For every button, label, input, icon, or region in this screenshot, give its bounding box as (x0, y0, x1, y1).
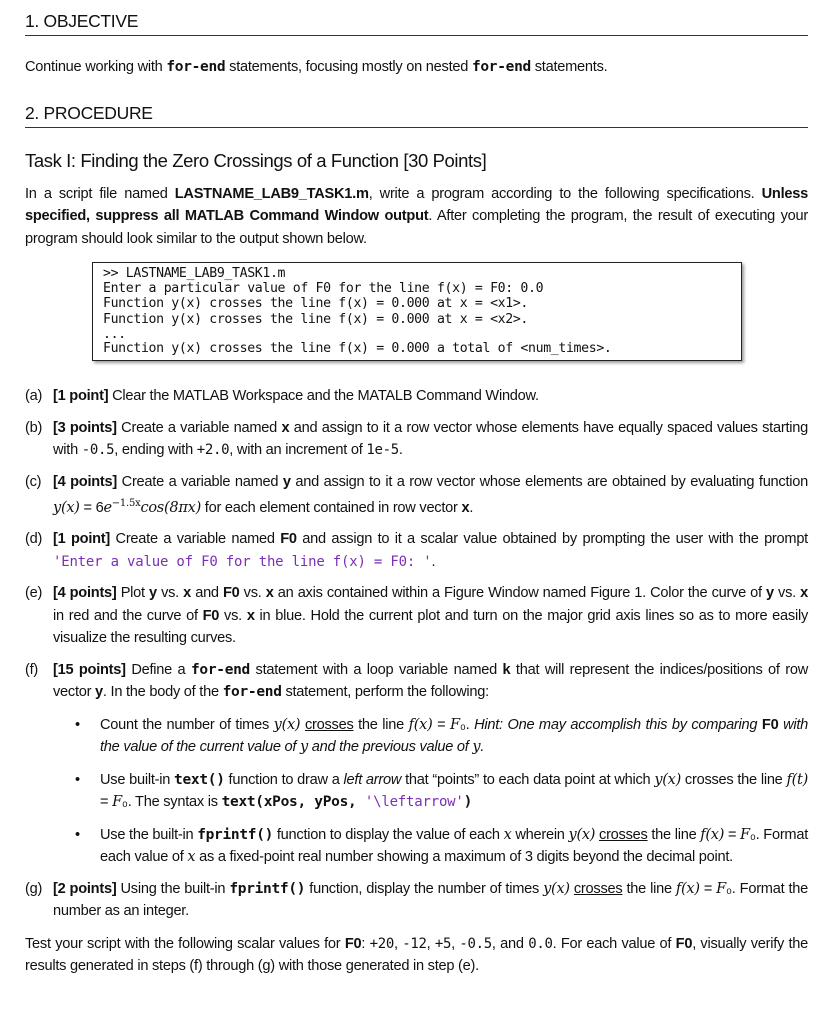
text: , with an increment of (229, 442, 367, 459)
math: f(x) (408, 716, 433, 733)
math: y(x) (543, 880, 570, 897)
bullet-item (25, 769, 808, 814)
text: statements. (530, 59, 608, 75)
bullet-item (25, 714, 808, 759)
bold-text: x (281, 419, 290, 436)
text: ₀. Format each value of (100, 826, 809, 866)
code-keyword: text(xPos, yPos, (221, 794, 365, 811)
bold-text: x (183, 585, 192, 602)
text: the line (622, 880, 676, 897)
text: Continue working with (25, 59, 167, 75)
item-label: (a) (25, 388, 43, 405)
text: statement with a loop variable named (249, 661, 503, 678)
text: as a fixed-point real number showing a maximum of 3 digits beyond the decimal point. (195, 849, 733, 866)
text: = (432, 716, 451, 733)
math: f(x) (700, 826, 725, 843)
text: statements, focusing mostly on nested (225, 59, 472, 75)
bold-text: F0 (280, 531, 297, 548)
text: . (398, 442, 403, 459)
text: ₀. (459, 716, 475, 733)
item-label: (b) (25, 419, 43, 436)
bold-text: [3 points] (53, 419, 117, 436)
italic-text: and the previous value of (307, 739, 473, 756)
math: cos(8πx) (140, 499, 201, 516)
text: , (426, 935, 435, 952)
output-line: Function y(x) crosses the line f(x) = 0.000 a total of <num_times>. (103, 340, 612, 356)
text: Using the built-in (116, 880, 230, 897)
bold-text: [2 points] (53, 880, 117, 897)
text: and assign to it a row vector whose elements have equally spaced values starting with (53, 419, 808, 459)
section-heading-procedure: 2. PROCEDURE (25, 103, 808, 128)
text: = (699, 880, 717, 897)
text: = 6 (79, 499, 104, 516)
math: F (740, 826, 750, 843)
math: f(t) (786, 771, 808, 788)
output-line: Function y(x) crosses the line f(x) = 0.000 at x = <x2>. (103, 311, 529, 327)
text: Clear the MATLAB Workspace and the MATALB Command Window. (108, 388, 539, 405)
text: and (191, 585, 223, 602)
task-item (25, 471, 808, 520)
inline-code: -12 (402, 935, 427, 952)
text: , (394, 935, 403, 952)
text: Create a variable named (110, 531, 281, 548)
text: , write a program according to the following specifications. (368, 185, 762, 202)
text: and assign to it a scalar value obtained by prompting the user with the prompt (296, 531, 808, 548)
text: In a script file named (25, 185, 175, 202)
text: Use built-in (100, 771, 175, 788)
underlined-text: crosses (573, 880, 623, 897)
italic-text: . (480, 739, 485, 756)
math: y(x) (273, 716, 301, 733)
bold-text: y (766, 585, 774, 602)
italic-text: left arrow (343, 771, 402, 788)
bold-text: F0 (222, 585, 240, 602)
text: wherein (511, 826, 569, 843)
text: , (451, 935, 460, 952)
text: crosses the line (681, 771, 787, 788)
code-string: 'Enter a value of F0 for the line f(x) = F0: ' (53, 553, 432, 570)
output-line: Enter a particular value of F0 for the line f(x) = F0: 0.0 (103, 281, 544, 297)
bold-text: [1 point] (53, 531, 111, 548)
text: = (100, 794, 113, 811)
bold-text: x (265, 585, 274, 602)
code-keyword: for-end (190, 661, 250, 678)
bold-text: F0 (675, 935, 693, 952)
italic-text: Hint: One may accomplish this by comparing (474, 716, 762, 733)
bold-text: [4 points] (53, 585, 117, 602)
text: an axis contained within a Figure Window named Figure 1. Color the curve of (273, 585, 767, 602)
item-label: (g) (25, 880, 43, 897)
task-item (25, 528, 808, 573)
text: = (724, 826, 741, 843)
math: y (472, 739, 481, 756)
text: Count the number of times (100, 716, 274, 733)
section-heading-objective: 1. OBJECTIVE (25, 11, 808, 36)
text: vs. (239, 585, 266, 602)
inline-code: +2.0 (196, 442, 230, 459)
inline-code: 1e-5 (366, 442, 399, 459)
code-keyword: fprintf() (197, 826, 274, 843)
bold-text: x (800, 585, 809, 602)
bold-text: F0 (344, 935, 362, 952)
sample-output-box (92, 262, 742, 361)
item-label: (f) (25, 661, 39, 678)
text: Test your script with the following scalar values for (25, 935, 345, 952)
text: vs. (156, 585, 184, 602)
text: , visually verify the results generated in steps (f) through (g) with those generated in step (e). (25, 935, 809, 975)
text: : (361, 935, 370, 952)
item-label: (c) (25, 473, 42, 490)
text: vs. (219, 607, 247, 624)
bold-text: Unless specified, suppress all MATLAB Command Window output (25, 185, 808, 224)
text: Use the built-in (100, 826, 198, 843)
underlined-text: crosses (599, 826, 648, 843)
item-label: (e) (25, 585, 43, 602)
bullet-icon: • (75, 716, 80, 733)
task-title: Task I: Finding the Zero Crossings of a Function [30 Points] (25, 149, 487, 171)
code-string: '\leftarrow' (364, 794, 464, 811)
bold-text: LASTNAME_LAB9_TASK1.m (174, 185, 369, 202)
output-line: >> LASTNAME_LAB9_TASK1.m (103, 266, 286, 281)
text: . (431, 553, 436, 570)
task-item (25, 659, 808, 704)
text: function to display the value of each (273, 826, 504, 843)
text: , ending with (114, 442, 197, 459)
text: . After completing the program, the result of executing your program should look similar to the output shown below. (25, 208, 808, 247)
text: function to draw a (224, 771, 344, 788)
text: vs. (773, 585, 801, 602)
text: that will represent the indices/positions of row vector (53, 661, 809, 701)
code-keyword: fprintf() (229, 880, 306, 897)
math: F (450, 716, 460, 733)
superscript: −1.5x (111, 498, 141, 510)
text: function, display the number of times (305, 880, 544, 897)
text: statement, perform the following: (281, 684, 489, 701)
document-page (0, 11, 833, 978)
task-items (25, 385, 808, 923)
text: Plot (116, 585, 150, 602)
bullet-icon: • (75, 826, 80, 843)
bold-text: x (461, 499, 470, 516)
task-intro (25, 183, 808, 251)
text: Create a variable named (116, 419, 282, 436)
bold-text: x (246, 607, 255, 624)
text: and assign to it a row vector whose elements are obtained by evaluating function (290, 473, 808, 490)
output-line: Function y(x) crosses the line f(x) = 0.000 at x = <x1>. (103, 296, 529, 312)
objective-text (25, 56, 808, 79)
output-line: ... (103, 326, 126, 342)
code-keyword: for-end (166, 59, 226, 75)
math: y (300, 739, 308, 756)
item-label: (d) (25, 531, 43, 548)
inline-code: -0.5 (459, 935, 492, 952)
underlined-text: crosses (304, 716, 354, 733)
text: , and (491, 935, 529, 952)
bullet-icon: • (75, 771, 80, 788)
text: Define a (125, 661, 191, 678)
math: F (112, 794, 122, 811)
inline-code: -0.5 (81, 442, 115, 459)
math: x (187, 849, 196, 866)
code-keyword: text() (174, 771, 225, 788)
bold-text: [4 points] (53, 473, 118, 490)
bold-text: [1 point] (53, 388, 109, 405)
italic-text: with the value of the current value of (100, 716, 809, 756)
code-keyword: for-end (471, 59, 531, 75)
task-item (25, 417, 808, 462)
text: in blue. Hold the current plot and turn on the major grid axis lines so as to more easily visualize the resulting curves. (53, 607, 808, 647)
bold-text: F0 (202, 607, 220, 624)
math: f(x) (675, 880, 700, 897)
bold-text: y (95, 684, 103, 701)
inline-code: +5 (434, 935, 452, 952)
math: x (503, 826, 512, 843)
text: Create a variable named (117, 473, 283, 490)
inline-code: +20 (369, 935, 394, 952)
text: the line (353, 716, 409, 733)
text: ₀. Format the number as an integer. (53, 880, 808, 920)
math: y(x) (654, 771, 681, 788)
bullet-item (25, 824, 808, 869)
bold-text: y (282, 473, 291, 490)
math: F (716, 880, 726, 897)
text: for each element contained in row vector (201, 499, 462, 516)
text: . (469, 499, 474, 516)
bold-text: [15 points] (53, 661, 126, 678)
text: in red and the curve of (53, 607, 203, 624)
task-item (25, 878, 808, 923)
inline-code: 0.0 (528, 935, 553, 952)
bold-text: y (149, 585, 157, 602)
task-item (25, 385, 808, 408)
math: e (103, 499, 112, 516)
text: ₀. The syntax is (121, 794, 222, 811)
text: the line (647, 826, 701, 843)
test-instructions (25, 933, 808, 978)
text: . In the body of the (102, 684, 223, 701)
math: y(x) (568, 826, 596, 843)
task-item (25, 582, 808, 650)
code-keyword: for-end (222, 684, 282, 701)
math: y(x) (53, 499, 80, 516)
bold-text: k (502, 661, 511, 678)
text: . For each value of (552, 935, 676, 952)
text: that “points” to each data point at which (401, 771, 655, 788)
code-keyword: ) (463, 794, 473, 811)
bold-text: F0 (761, 716, 779, 733)
